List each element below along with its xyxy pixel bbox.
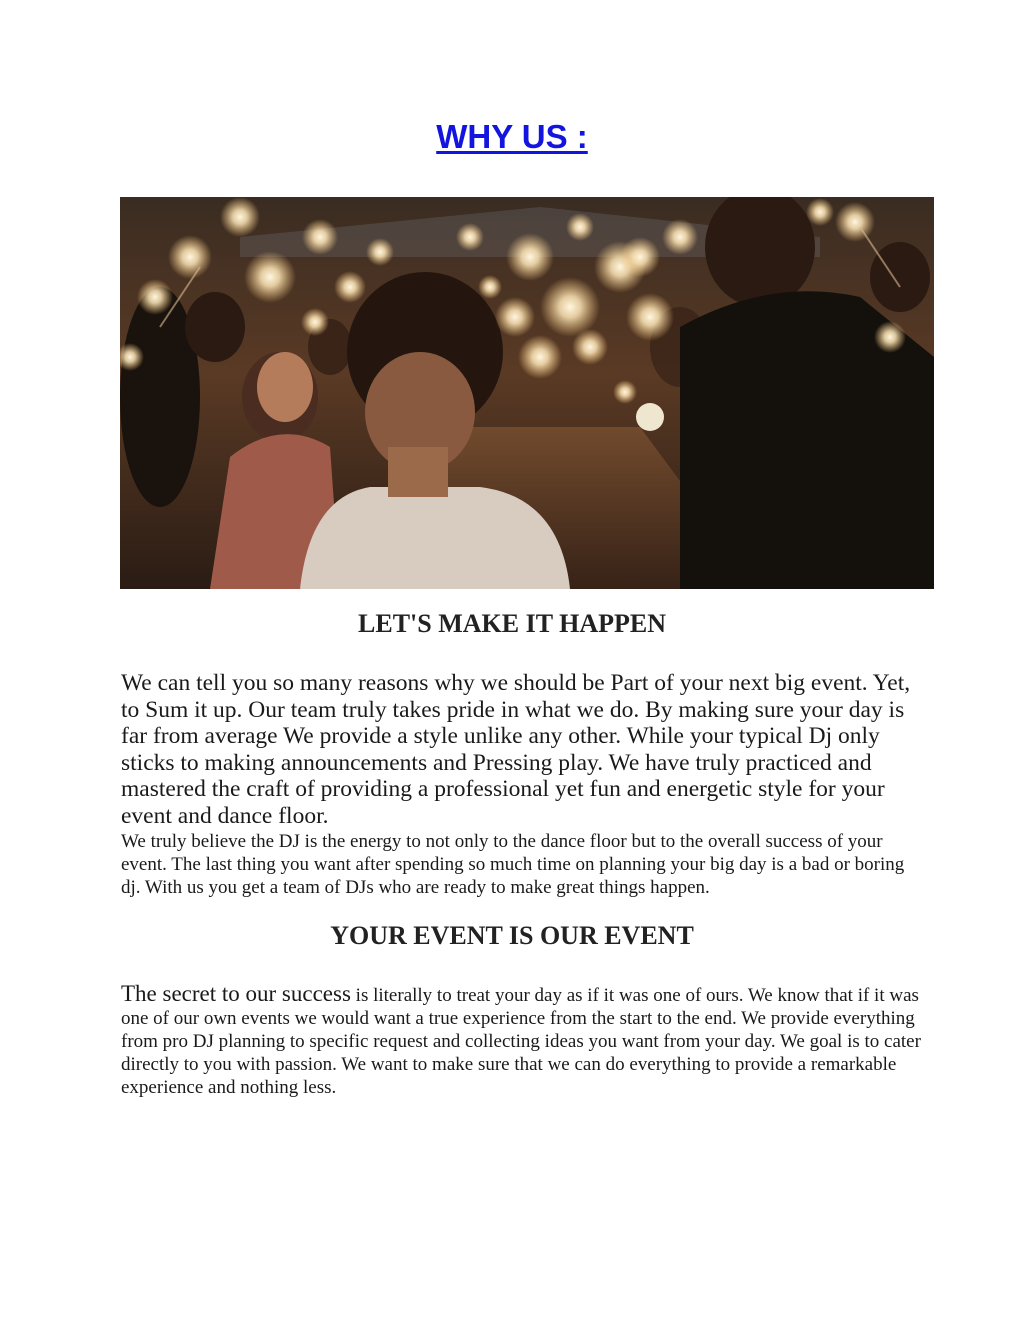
hero-image — [120, 197, 934, 589]
belief-paragraph: We truly believe the DJ is the energy to not only to the dance floor but to the overall success of your event. The last thing you want after spending so much time on planning your big day is a bad or boring dj. With us you get a team of DJs who are ready to make great things happen. — [121, 831, 905, 898]
secret-paragraph — [121, 982, 921, 1099]
secret-body-text: is literally to treat your day as if it was one of ours. We know that if it was one of our own events we would want a true experience from the start to the end. We provide everything from pro DJ planning to specific request and collecting ideas you want from your day. We goal is to cater directly to you with passion. We want to make sure that we can do everything to provide a remarkable experience and nothing less. — [121, 985, 921, 1098]
wedding-sparklers-photo-icon — [120, 197, 934, 589]
page-title — [0, 118, 1024, 156]
intro-paragraph: We can tell you so many reasons why we should be Part of your next big event. Yet, to Sum it up. Our team truly takes pride in what we do. By making sure your day is far from average We provide a style unlike any other. While your typical Dj only sticks to making announcements and Pressing play. We have truly practiced and mastered the craft of providing a professional yet fun and energetic style for your event and dance floor. — [121, 670, 911, 829]
secret-lead-text: The secret to our success — [121, 981, 351, 1006]
section-heading-lets-make-it-happen: LET'S MAKE IT HAPPEN — [358, 609, 666, 638]
page-title-text: WHY US : — [436, 118, 588, 155]
section-heading-your-event: YOUR EVENT IS OUR EVENT — [330, 921, 694, 950]
